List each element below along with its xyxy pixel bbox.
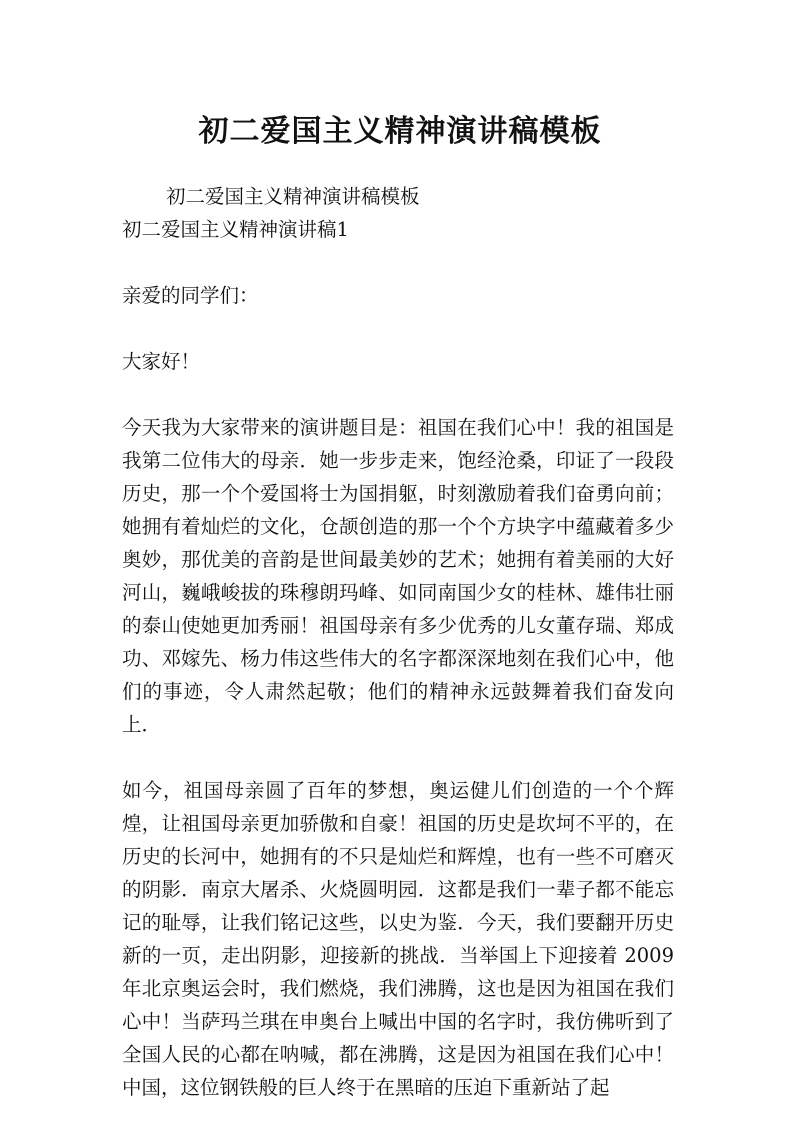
document-body <box>122 180 674 1104</box>
document-title: 初二爱国主义精神演讲稿模板 <box>198 114 602 149</box>
body-paragraph-1: 今天我为大家带来的演讲题目是：祖国在我们心中！我的祖国是我第二位伟大的母亲．她一步步走来，饱经沧桑，印证了一段段历史，那一个个爱国将士为国捐躯，时刻激励着我们奋勇向前；她拥有着灿烂的文化，仓颉创造的那一个个方块字中蕴藏着多少奥妙，那优美的音韵是世间最美妙的艺术；她拥有着美丽的大好河山，巍峨峻拔的珠穆朗玛峰、如同南国少女的桂林、雄伟壮丽的泰山使她更加秀丽！祖国母亲有多少优秀的儿女董存瑞、郑成功、邓嫁先、杨力伟这些伟大的名字都深深地刻在我们心中，他们的事迹，令人肃然起敬；他们的精神永远鼓舞着我们奋发向上． <box>122 416 674 736</box>
paragraph-gap <box>122 246 674 279</box>
paragraph-gap <box>122 378 674 411</box>
document-subtitle: 初二爱国主义精神演讲稿模板 <box>166 185 420 208</box>
hello-line: 大家好！ <box>122 350 201 373</box>
greeting-line: 亲爱的同学们： <box>122 284 259 307</box>
paragraph-gap <box>122 312 674 345</box>
paragraph-gap <box>122 741 674 774</box>
speech-heading: 初二爱国主义精神演讲稿1 <box>122 218 349 241</box>
body-paragraph-2: 如今，祖国母亲圆了百年的梦想，奥运健儿们创造的一个个辉煌，让祖国母亲更加骄傲和自豪！祖国的历史是坎坷不平的，在历史的长河中，她拥有的不只是灿烂和辉煌，也有一些不可磨灭的阴影．南京大屠杀、火烧圆明园．这都是我们一辈子都不能忘记的耻辱，让我们铭记这些，以史为鉴．今天，我们要翻开历史新的一页，走出阴影，迎接新的挑战．当举国上下迎接着 2009 年北京奥运会时，我们燃烧，我们沸腾，这也是因为祖国在我们心中！当萨玛兰琪在申奥台上喊出中国的名字时，我仿佛听到了全国人民的心都在呐喊，都在沸腾，这是因为祖国在我们心中！中国，这位钢铁般的巨人终于在黑暗的压迫下重新站了起 <box>122 779 674 1099</box>
